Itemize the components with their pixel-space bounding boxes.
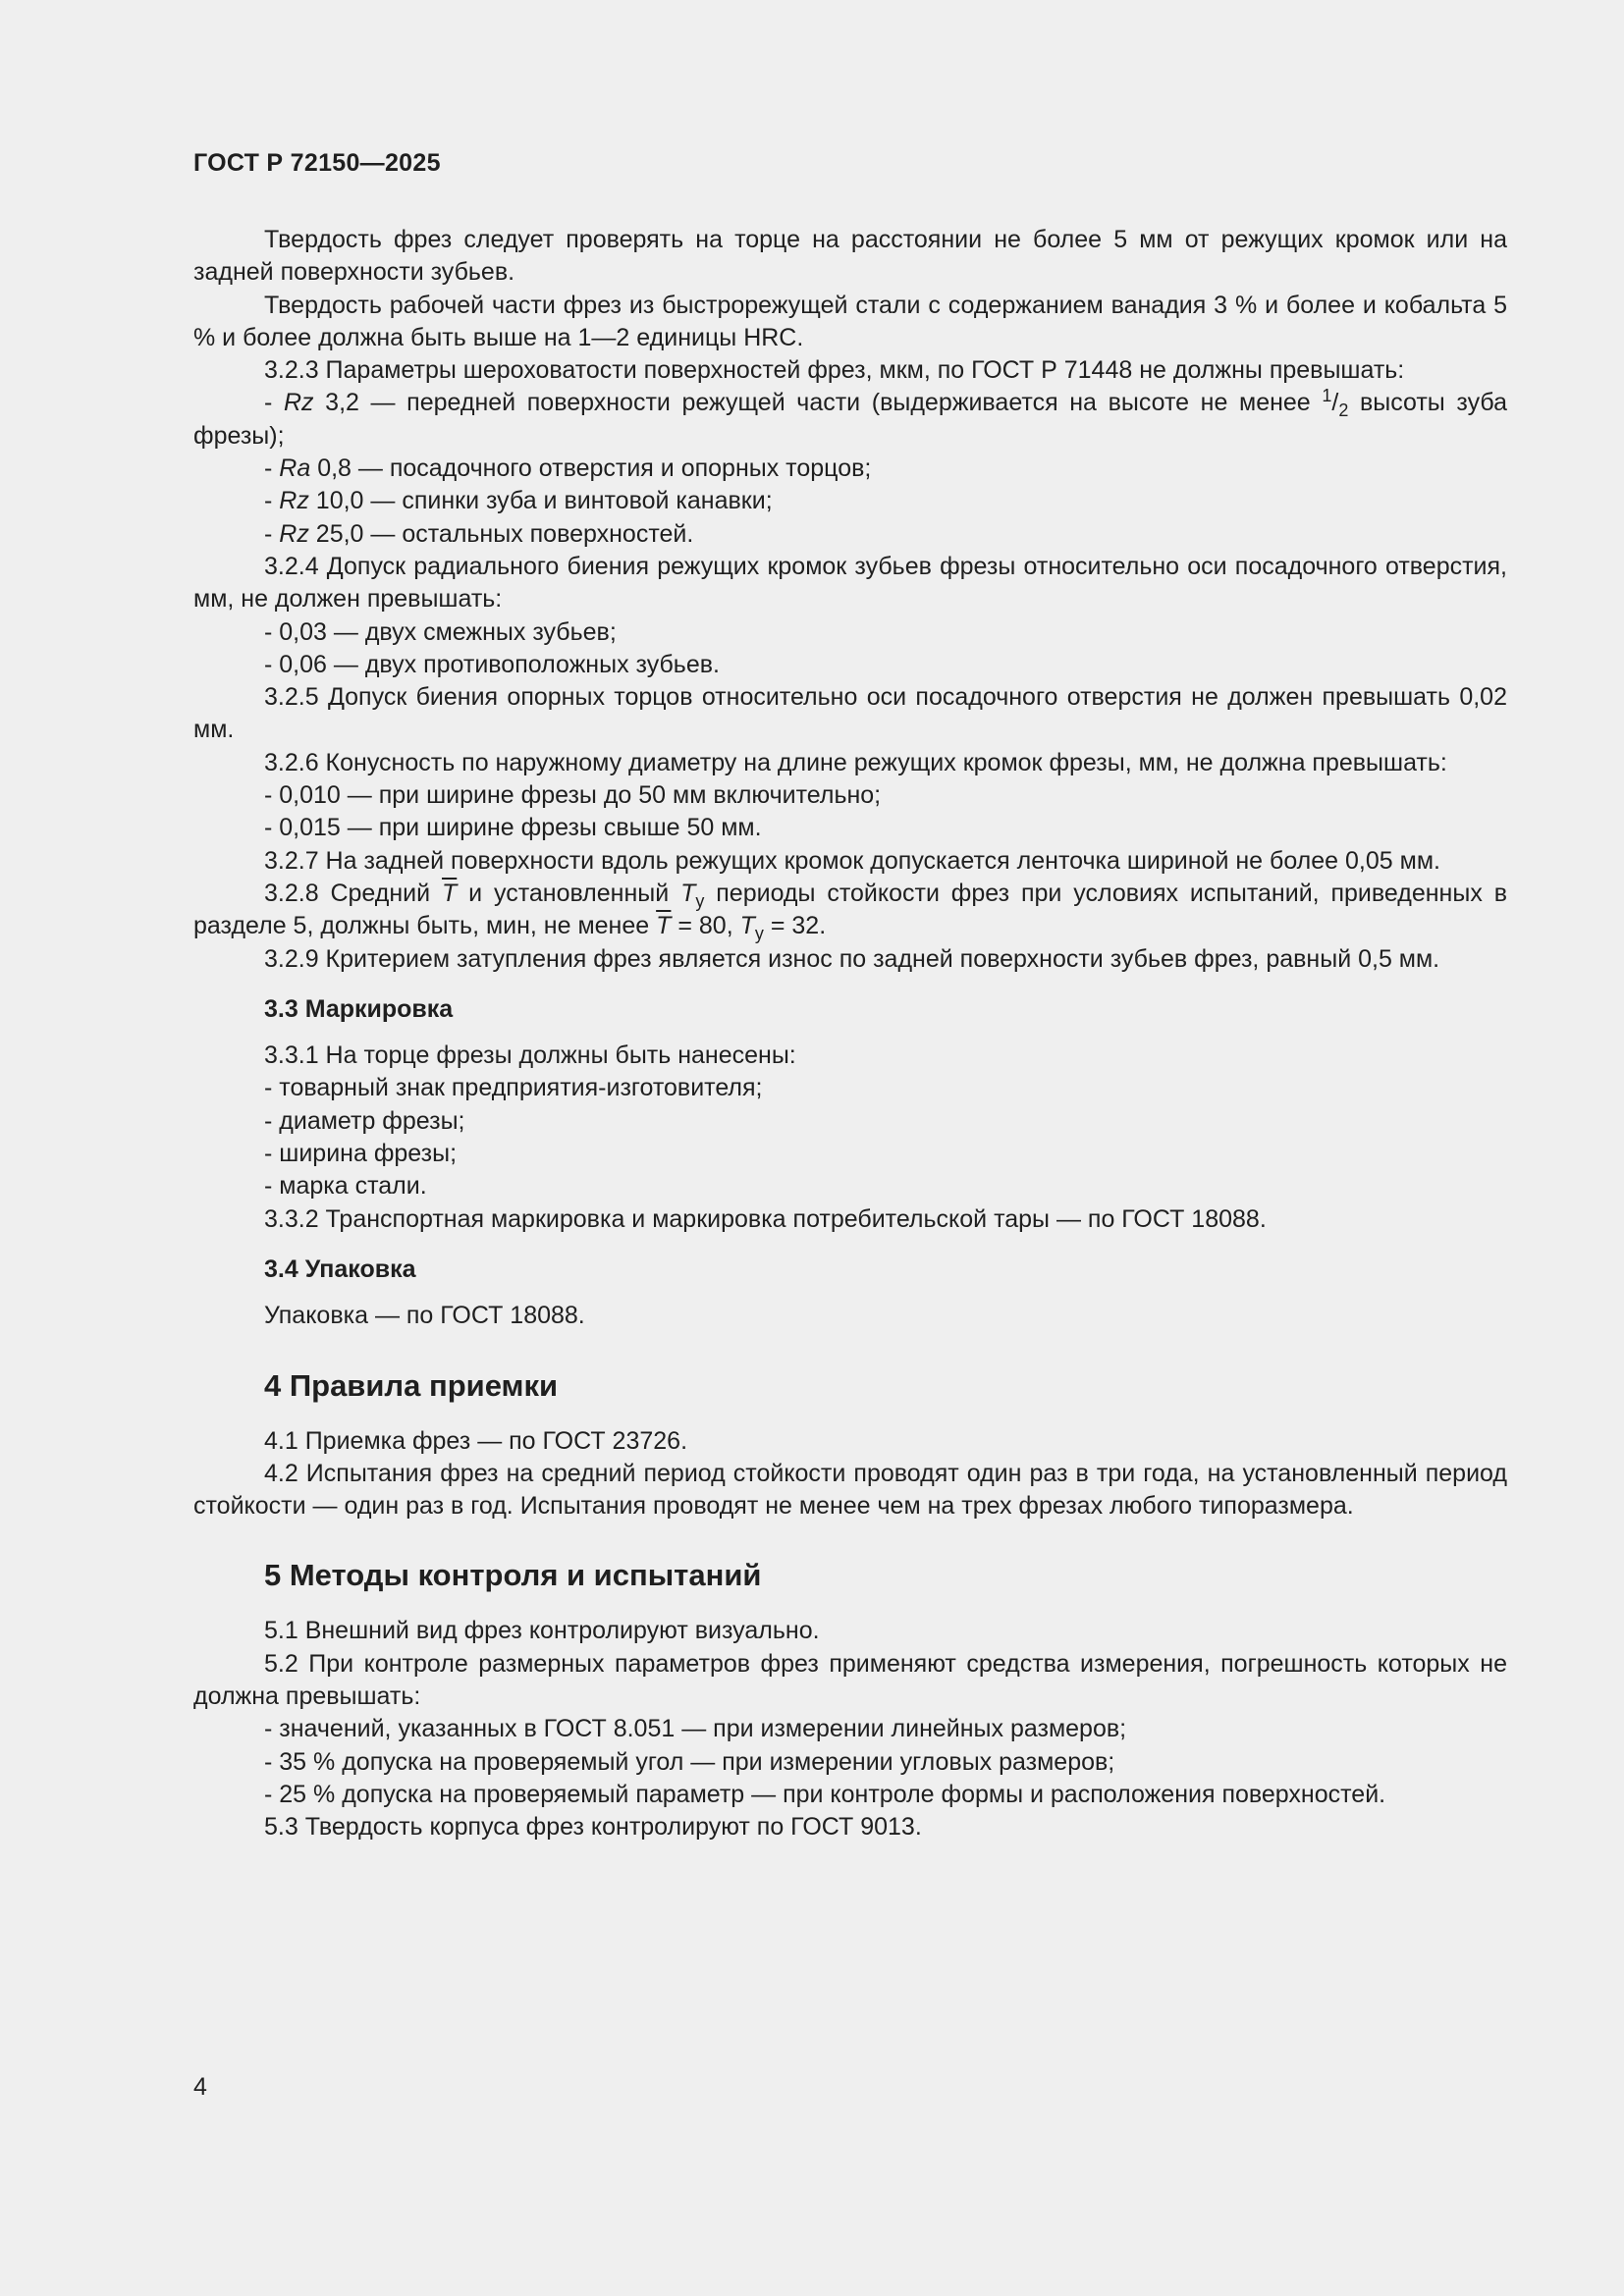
clause-3-2-7: 3.2.7 На задней поверхности вдоль режущих кромок допускается ленточка шириной не более 0,05 мм. (264, 846, 1440, 875)
clause-3-2-6: 3.2.6 Конусность по наружному диаметру на длине режущих кромок фрезы, мм, не должна превышать: (264, 748, 1447, 776)
clause-5-3: 5.3 Твердость корпуса фрез контролируют по ГОСТ 9013. (264, 1813, 922, 1842)
document-header: ГОСТ Р 72150—2025 (193, 149, 441, 177)
clause-5-2: 5.2 При контроле размерных параметров фрез применяют средства измерения, погрешность которых не должна превышать: (193, 1649, 1507, 1710)
clause-3-2-5: 3.2.5 Допуск биения опорных торцов относительно оси посадочного отверстия не должен превышать 0,02 мм. (193, 683, 1507, 744)
list-item: - значений, указанных в ГОСТ 8.051 — при измерении линейных размеров; (264, 1715, 1127, 1743)
list-item: - 35 % допуска на проверяемый угол — при измерении угловых размеров; (264, 1747, 1115, 1776)
list-item: - 0,03 — двух смежных зубьев; (264, 617, 617, 646)
clause-3-3-2: 3.3.2 Транспортная маркировка и маркировка потребительской тары — по ГОСТ 18088. (264, 1204, 1267, 1233)
paragraph: Твердость рабочей части фрез из быстрорежущей стали с содержанием ванадия 3 % и более и кобальта 5 % и более должна быть выше на 1—2 единицы HRC. (193, 291, 1507, 351)
section-heading-5: 5 Методы контроля и испытаний (264, 1558, 762, 1593)
clause-3-2-8: 3.2.8 Средний $\overline{T}$ и установленный $T_у$ периоды стойкости фрез при условиях испытаний, приведенных в разделе 5, должны быть, мин, не менее $\overline{T} = 80$, $T_у = 32$. (193, 879, 1507, 944)
paragraph: Упаковка — по ГОСТ 18088. (264, 1302, 585, 1330)
document-body (193, 224, 1507, 1843)
list-item: - 0,06 — двух противоположных зубьев. (264, 650, 720, 678)
list-item: - Rz 3,2 — передней поверхности режущей части (выдерживается на высоте не менее $^1/_2$ высоты зуба фрезы); (193, 386, 1507, 450)
list-item: - диаметр фрезы; (264, 1106, 465, 1135)
clause-5-1: 5.1 Внешний вид фрез контролируют визуально. (264, 1617, 820, 1645)
list-item: - марка стали. (264, 1172, 427, 1201)
clause-3-3-1: 3.3.1 На торце фрезы должны быть нанесены: (264, 1041, 796, 1070)
clause-3-2-4: 3.2.4 Допуск радиального биения режущих кромок зубьев фрезы относительно оси посадочного отверстия, мм, не должен превышать: (193, 552, 1507, 614)
list-item: - ширина фрезы; (264, 1140, 458, 1168)
section-heading-3-4: 3.4 Упаковка (264, 1255, 416, 1283)
paragraph: Твердость фрез следует проверять на торце на расстоянии не более 5 мм от режущих кромок или на задней поверхности зубьев. (193, 226, 1507, 287)
list-item: - 0,010 — при ширине фрезы до 50 мм включительно; (264, 781, 882, 810)
list-item: - 25 % допуска на проверяемый параметр — при контроле формы и расположения поверхностей. (264, 1780, 1386, 1808)
section-heading-3-3: 3.3 Маркировка (264, 994, 454, 1023)
list-item: - Rz 25,0 — остальных поверхностей. (264, 519, 694, 548)
list-item: - 0,015 — при ширине фрезы свыше 50 мм. (264, 814, 762, 842)
page-number: 4 (193, 2073, 207, 2101)
clause-3-2-9: 3.2.9 Критерием затупления фрез является износ по задней поверхности зубьев фрез, равный 0,5 мм. (264, 944, 1440, 973)
list-item: - товарный знак предприятия-изготовителя; (264, 1074, 763, 1102)
section-heading-4: 4 Правила приемки (264, 1367, 559, 1403)
clause-4-1: 4.1 Приемка фрез — по ГОСТ 23726. (264, 1426, 688, 1455)
clause-4-2: 4.2 Испытания фрез на средний период стойкости проводят один раз в три года, на установленный период стойкости — один раз в год. Испытания проводят не менее чем на трех фрезах любого типоразмера. (193, 1459, 1507, 1521)
list-item: - Ra 0,8 — посадочного отверстия и опорных торцов; (264, 454, 872, 483)
clause-3-2-3: 3.2.3 Параметры шероховатости поверхностей фрез, мкм, по ГОСТ Р 71448 не должны превышать: (264, 356, 1405, 385)
list-item: - Rz 10,0 — спинки зуба и винтовой канавки; (264, 487, 773, 515)
